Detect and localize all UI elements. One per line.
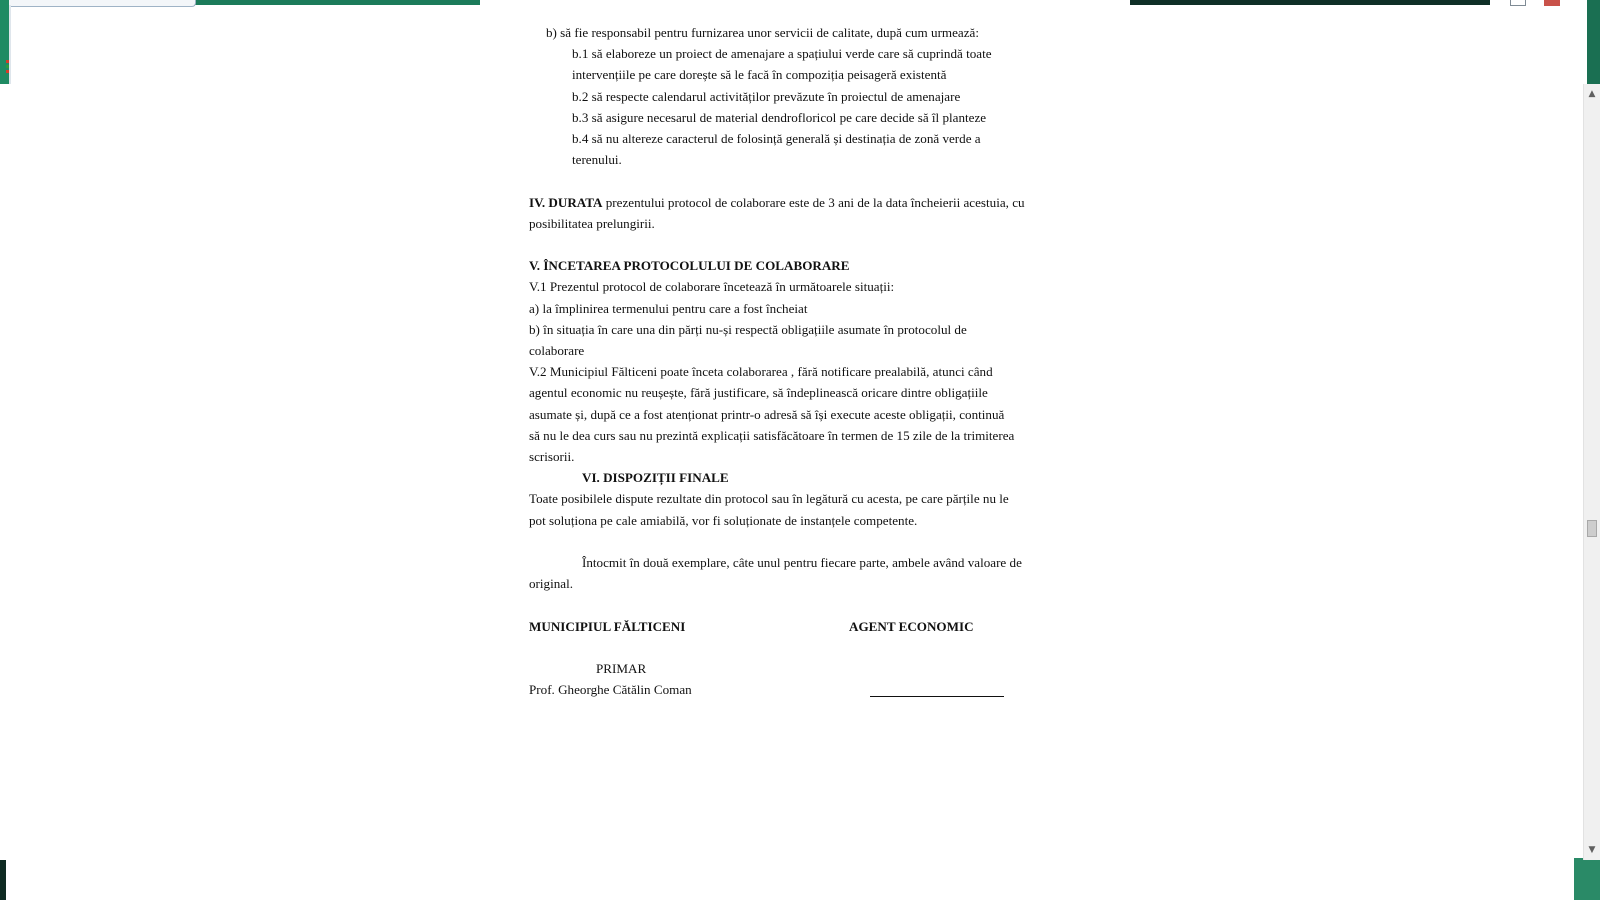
window-top-strip-dark [1130,0,1490,5]
primar-name: Prof. Gheorghe Cătălin Coman [529,682,692,698]
section-durata-heading: IV. DURATA [529,194,603,210]
window-controls [1510,0,1570,5]
spacer [529,531,1074,552]
scroll-up-button[interactable] [1584,86,1600,102]
document-body [529,22,1074,700]
clause-v2-line1: V.2 Municipiul Fălticeni poate înceta colaborarea , fără notificare prealabilă, atunci când [529,364,993,380]
clause-v2-line5: scrisorii. [529,449,575,465]
clause-b4-line2: terenului. [572,152,622,168]
triangle-down-icon: ▼ [1588,845,1596,855]
clause-b1-line1: b.1 să elaboreze un proiect de amenajare a spațiului verde care să cuprindă toate [572,46,992,62]
clause-v2-line2: agentul economic nu reușește, fără justificare, să îndeplinească oricare dintre obligațiile [529,385,988,401]
section-dispozitii-title: VI. DISPOZIȚII FINALE [582,470,729,486]
taskbar-right-edge [1574,858,1600,900]
document-page [480,0,1124,900]
vertical-scrollbar[interactable] [1583,84,1600,860]
browser-tab[interactable] [6,0,196,7]
clause-b1-line2: intervențiile pe care dorește să le facă în compoziția peisageră existentă [572,67,947,83]
window-top-strip-green [194,0,484,5]
clause-v1a: a) la împlinirea termenului pentru care a fost încheiat [529,300,808,316]
clause-b4-line1: b.4 să nu altereze caracterul de folosință generală și destinația de zonă verde a [572,131,981,147]
dispozitii-line1: Toate posibilele dispute rezultate din protocol sau în legătură cu acesta, pe care părțile nu le [529,491,1009,507]
spacer [529,594,1074,615]
toolbar-marker-icon [6,60,9,76]
section-durata-text: prezentului protocol de colaborare este de 3 ani de la data încheierii acestuia, cu [602,194,1025,210]
section-incetare-heading [529,255,1074,276]
section-durata-line2: posibilitatea prelungirii. [529,215,655,231]
section-durata-line1 [529,192,1074,213]
clause-b2: b.2 să respecte calendarul activităților prevăzute în proiectul de amenajare [572,88,961,104]
intocmit-line1: Întocmit în două exemplare, câte unul pentru fiecare parte, ambele având valoare de [582,555,1022,571]
taskbar-left-edge [0,860,6,900]
scroll-down-button[interactable] [1584,842,1600,858]
close-button[interactable] [1544,0,1560,6]
clause-b3: b.3 să asigure necesarul de material dendrofloricol pe care decide să îl planteze [572,109,987,125]
intocmit-line2: original. [529,576,573,592]
triangle-up-icon: ▲ [1588,89,1596,99]
spacer [529,637,1074,658]
section-incetare-title: V. ÎNCETAREA PROTOCOLULUI DE COLABORARE [529,258,850,274]
window-left-frame-inner [9,5,11,84]
section-dispozitii-heading [529,467,1074,488]
clause-v2-line3: asumate și, după ce a fost atenționat printr-o adresă să își execute aceste obligații, continuă [529,406,1005,422]
signature-line [870,696,1004,697]
maximize-button[interactable] [1510,0,1526,6]
spacer [529,234,1074,255]
scroll-thumb[interactable] [1587,520,1597,537]
clause-b-intro: b) să fie responsabil pentru furnizarea unor servicii de calitate, după cum urmează: [546,25,979,40]
signature-left-title: MUNICIPIUL FĂLTICENI [529,618,686,634]
signature-right-title: AGENT ECONOMIC [849,618,974,634]
dispozitii-line2: pot soluționa pe cale amiabilă, vor fi soluționate de instanțele competente. [529,512,918,528]
clause-v1b-line1: b) în situația în care una din părți nu-și respectă obligațiile asumate în protocolul de [529,321,967,337]
clause-v2-line4: să nu le dea curs sau nu prezintă explicații satisfăcătoare în termen de 15 zile de la trimiterea [529,427,1015,443]
signature-titles [529,616,1074,637]
primar-label: PRIMAR [596,661,647,676]
signature-names [529,679,1074,700]
clause-v1b-line2: colaborare [529,343,585,359]
clause-v1: V.1 Prezentul protocol de colaborare încetează în următoarele situații: [529,279,895,295]
spacer [529,170,1074,191]
